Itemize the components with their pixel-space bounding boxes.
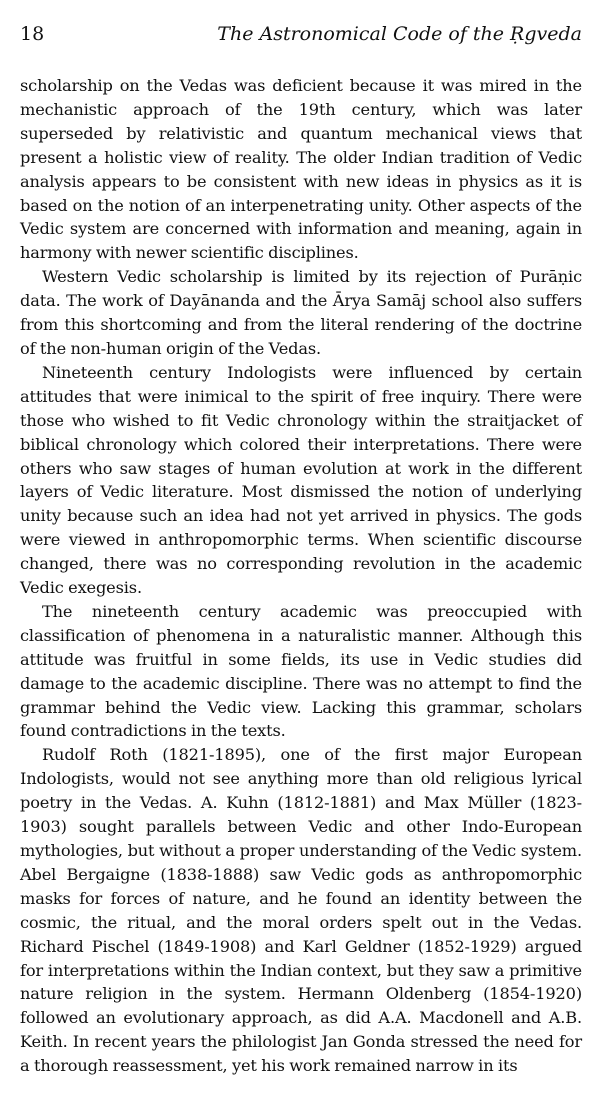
paragraph-european-indologists: Rudolf Roth (1821-1895), one of the first major European Indologists, would not see anything more than old religious lyrical poetry in the Vedas. A. Kuhn (1812-1881) and Max Müller (1823-1903) sought parallels between Vedic and other Indo-European mythologies, but without a proper understanding of the Vedic system. Abel Bergaigne (1838-1888) saw Vedic gods as anthropomorphic masks for forces of nature, and he found an identity between the cosmic, the ritual, and the moral orders spelt out in the Vedas. Richard Pischel (1849-1908) and Karl Geldner (1852-1929) argued for interpretations within the Indian context, but they saw a primitive nature religion in the system. Hermann Oldenberg (1854-1920) followed an evolutionary approach, as did A.A. Macdonell and A.B. Keith. In recent years the philologist Jan Gonda stressed the need for a thorough reassessment, yet his work remained narrow in its xyxy=(20,745,582,1076)
body-text xyxy=(20,74,582,1078)
paragraph-western-scholarship: Western Vedic scholarship is limited by its rejection of Purāṇic data. The work of Dayānanda and the Ārya Samāj school also suffers from this shortcoming and from the literal rendering of the doctrine of the non-human origin of the Vedas. xyxy=(20,267,582,358)
paragraph-nineteenth-century-indologists: Nineteenth century Indologists were influenced by certain attitudes that were inimical to the spirit of free inquiry. There were those who wished to fit Vedic chronology within the straitjacket of biblical chronology which colored their interpretations. There were others who saw stages of human evolution at work in the different layers of Vedic literature. Most dismissed the notion of underlying unity because such an idea had not yet arrived in physics. The gods were viewed in anthropomorphic terms. When scientific discourse changed, there was no corresponding revolution in the academic Vedic exegesis. xyxy=(20,362,582,598)
page-number: 18 xyxy=(20,23,45,45)
paragraph-classification: The nineteenth century academic was preoccupied with classification of phenomena in a naturalistic manner. Although this attitude was fruitful in some fields, its use in Vedic studies did damage to the academic discipline. There was no attempt to find the grammar behind the Vedic view. Lacking this grammar, scholars found contradictions in the texts. xyxy=(20,601,582,741)
running-title: The Astronomical Code of the Ṛgveda xyxy=(217,23,582,45)
running-header xyxy=(20,22,582,46)
paragraph-continuation: scholarship on the Vedas was deficient because it was mired in the mechanistic approach of the 19th century, which was later superseded by relativistic and quantum mechanical views that present a holistic view of reality. The older Indian tradition of Vedic analysis appears to be consistent with new ideas in physics as it is based on the notion of an interpenetrating unity. Other aspects of the Vedic system are concerned with information and meaning, again in harmony with newer scientific disciplines. xyxy=(20,76,582,263)
book-page xyxy=(20,22,582,1078)
